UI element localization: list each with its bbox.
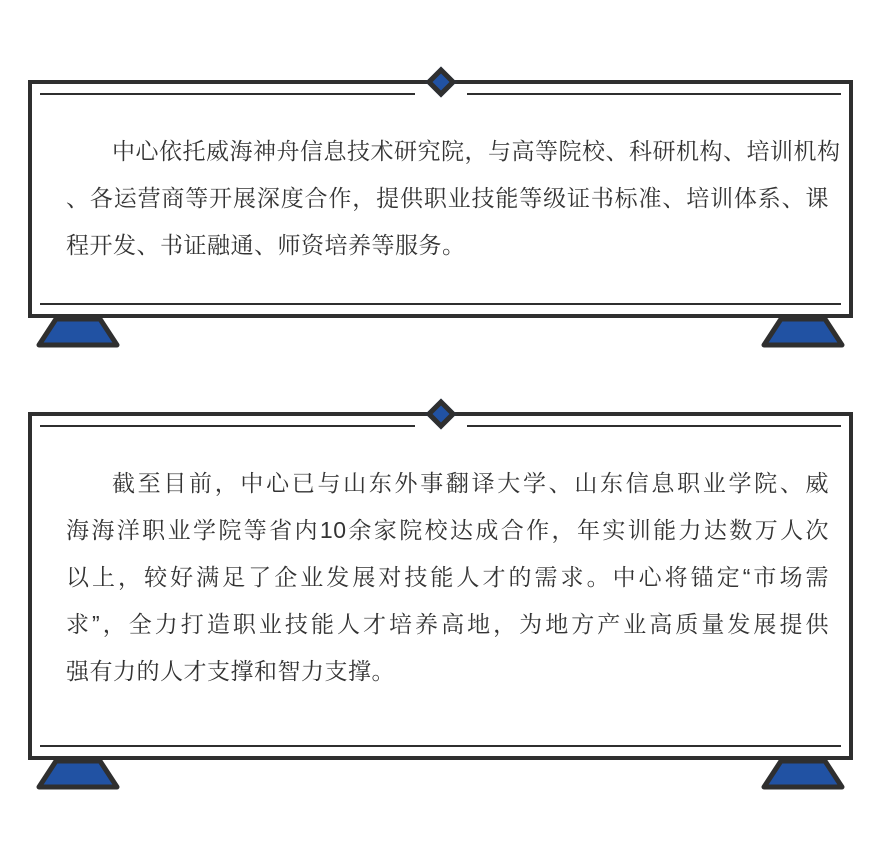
- card2-line-1: 截至目前，中心已与山东外事翻译大学、山东信息职业学院、威: [112, 470, 829, 496]
- foot-right-icon: [761, 316, 845, 348]
- inner-rule-top-right: [467, 93, 842, 95]
- inner-rule-bottom: [40, 303, 841, 305]
- card2-line-5: 强有力的人才支撑和智力支撑。: [66, 658, 395, 684]
- card2-paragraph: [66, 460, 829, 695]
- inner-rule-top-left: [40, 93, 415, 95]
- foot-right-icon: [761, 758, 845, 790]
- plaque-card-2: [28, 412, 853, 760]
- inner-rule-bottom: [40, 745, 841, 747]
- card2-line-2: 海海洋职业学院等省内10余家院校达成合作，年实训能力达数万人次: [66, 517, 829, 543]
- card1-line-1: 中心依托威海神舟信息技术研究院，与高等院校、科研机构、培训机构: [112, 138, 841, 164]
- foot-left-icon: [36, 316, 120, 348]
- plaque-card-1: [28, 80, 853, 318]
- inner-rule-top-left: [40, 425, 415, 427]
- diamond-icon: [425, 66, 456, 97]
- card2-line-3: 以上，较好满足了企业发展对技能人才的需求。中心将锚定“市场需: [66, 564, 829, 590]
- foot-left-icon: [36, 758, 120, 790]
- inner-rule-top-right: [467, 425, 842, 427]
- card1-paragraph: [66, 128, 841, 269]
- card1-line-2: 、各运营商等开展深度合作，提供职业技能等级证书标准、培训体系、课: [66, 185, 829, 211]
- card2-line-4: 求”，全力打造职业技能人才培养高地，为地方产业高质量发展提供: [66, 611, 829, 637]
- card1-line-3: 程开发、书证融通、师资培养等服务。: [66, 232, 466, 258]
- diamond-icon: [425, 398, 456, 429]
